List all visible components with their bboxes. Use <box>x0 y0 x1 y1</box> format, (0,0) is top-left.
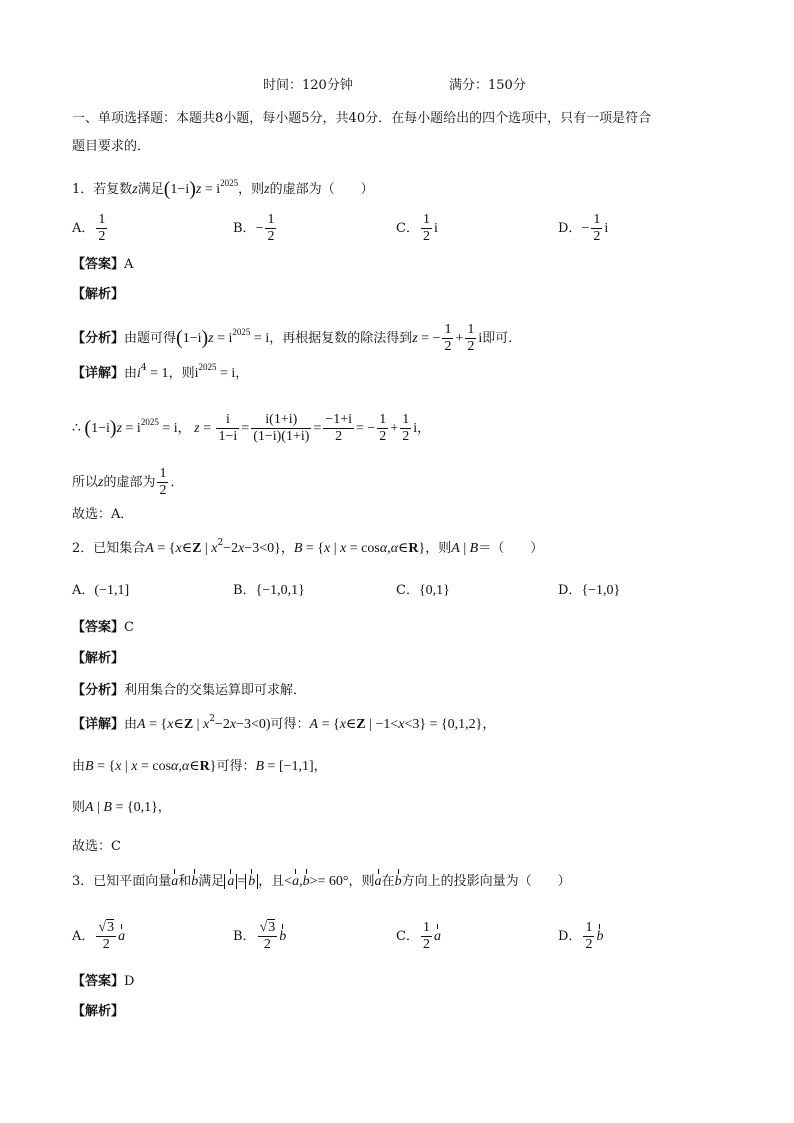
q1-fenxi: 【分析】由题可得$(1-i)z = i^{2025} = i$，再根据复数的除法得到z = − $\frac{1}{2}$ + $\frac{1}{2}$ i即可． <box>72 322 522 354</box>
q1-derivation: ∴ $(1-i)z = i^{2025} = i$， z = $\frac{i}{1-i}$ = $\frac{i(1+i)}{(1-i)(1+i)}$ = $\frac{-1+i}{2}$ = − $\frac{1}{2}$ + $\frac{1}{2}$ i， <box>72 412 431 444</box>
q2-detail-b: 由B = {x | x = cosα,α∈R}可得：B = [−1,1]， <box>72 759 327 774</box>
q3-option-d: D． $\frac{1}{2}$ b <box>558 920 604 952</box>
q1-stem: 1．若复数z满足$(1-i)z = i^{2025}$，则z的虚部为（ ） <box>72 178 374 200</box>
q2-option-a: A．(−1,1] <box>72 583 130 598</box>
section-heading-cont: 题目要求的． <box>72 139 151 154</box>
q3-stem: 3．已知平面向量a和b满足 a = b ，且<a,b>= 60°，则a在b方向上的投影向量为（ ） <box>72 874 571 889</box>
q2-detail: 【详解】由A = {x∈Z | $x^2-2x-3<0$)可得：A = {x∈Z | −1<x<3} = {0,1,2}， <box>72 714 496 732</box>
q1-option-c: C． $\frac{1}{2}$ i <box>396 212 438 244</box>
q2-stem: 2．已知集合A = {x∈Z | $x^2-2x-3<0$}，B = {x | x = cosα,α∈R}，则A | B＝（ ） <box>72 538 544 556</box>
q2-option-d: D．{−1,0} <box>558 583 621 598</box>
q2-analysis-label: 【解析】 <box>72 651 125 666</box>
q1-option-b: B．− $\frac{1}{2}$ <box>233 212 275 244</box>
q3-option-c: C． $\frac{1}{2}$ a <box>396 920 441 952</box>
exam-time: 时间：120分钟 <box>263 78 353 93</box>
q1-answer: 【答案】A <box>72 257 134 272</box>
q2-choice: 故选：C <box>72 839 121 854</box>
q2-option-c: C．{0,1} <box>396 583 450 598</box>
section-heading: 一、单项选择题：本题共8小题，每小题5分，共40分．在每小题给出的四个选项中，只有一项是符合 <box>72 111 652 126</box>
q2-option-b: B．{−1,0,1} <box>233 583 305 598</box>
q2-answer: 【答案】C <box>72 620 134 635</box>
q3-answer: 【答案】D <box>72 974 135 989</box>
q1-option-d: D．− $\frac{1}{2}$ i <box>558 212 609 244</box>
q3-option-a: A． $\frac{√3}{2}$ a <box>72 920 126 952</box>
q2-intersection: 则A | B = {0,1}， <box>72 800 171 815</box>
q1-detail: 【详解】由$i^4 = 1$，则$i^{2025} = i$， <box>72 362 249 381</box>
q1-choice: 故选：A． <box>72 507 134 522</box>
q3-option-b: B． $\frac{√3}{2}$ b <box>233 920 287 952</box>
q1-conclusion: 所以z的虚部为 $\frac{1}{2}$ ． <box>72 466 184 498</box>
q1-analysis-label: 【解析】 <box>72 287 125 302</box>
q2-fenxi: 【分析】利用集合的交集运算即可求解． <box>72 683 307 698</box>
q3-analysis-label: 【解析】 <box>72 1004 125 1019</box>
q1-option-a: A． $\frac{1}{2}$ <box>72 212 106 244</box>
exam-score: 满分：150分 <box>449 78 526 93</box>
